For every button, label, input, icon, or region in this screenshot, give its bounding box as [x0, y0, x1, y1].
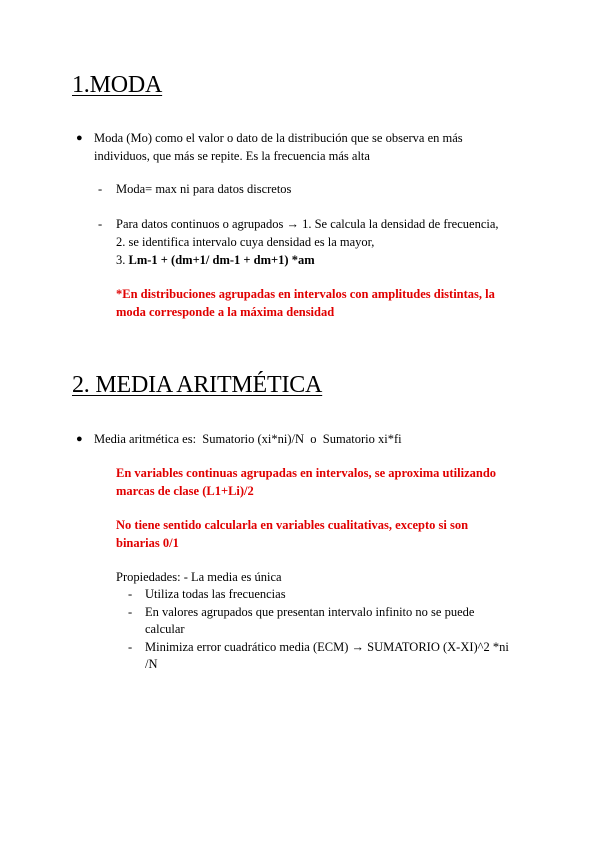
media-note2-line1: No tiene sentido calcularla en variables cualitativas, excepto si son [116, 518, 469, 532]
moda-note-line1: *En distribuciones agrupadas en intervalos con amplitudes distintas, la [116, 287, 495, 301]
bullet-icon: ● [76, 433, 83, 445]
propiedades-label: Propiedades: - La media es única [116, 570, 282, 584]
propiedad-intervalo-line2: calcular [145, 622, 185, 636]
dash-icon: - [128, 587, 133, 601]
dash-icon: - [128, 605, 133, 619]
media-note1-line1: En variables continuas agrupadas en intervalos, se aproxima utilizando [116, 466, 497, 480]
moda-continuos-line3 [116, 252, 315, 269]
moda-continuos-line1: Para datos continuos o agrupados → 1. Se calcula la densidad de frecuencia, [116, 217, 499, 231]
media-note1-line2: marcas de clase (L1+Li)/2 [116, 484, 254, 498]
moda-formula: Lm-1 + (dm+1/ dm-1 + dm+1) *am [128, 253, 315, 267]
dash-icon: - [98, 217, 103, 231]
propiedad-intervalo-line1: En valores agrupados que presentan intervalo infinito no se puede [145, 605, 475, 619]
moda-continuos-line2: 2. se identifica intervalo cuya densidad es la mayor, [116, 235, 375, 249]
moda-discretos: Moda= max ni para datos discretos [116, 182, 292, 196]
heading-moda: 1.MODA [72, 72, 163, 98]
moda-note-line2: moda corresponde a la máxima densidad [116, 305, 335, 319]
dash-icon: - [128, 640, 133, 654]
propiedad-ecm-line2: /N [145, 657, 158, 671]
moda-definition-line2: individuos, que más se repite. Es la frecuencia más alta [94, 149, 370, 163]
propiedad-ecm-line1: Minimiza error cuadrático media (ECM) → SUMATORIO (X-XI)^2 *ni [145, 640, 509, 654]
propiedad-frecuencias: Utiliza todas las frecuencias [145, 587, 286, 601]
media-definition: Media aritmética es: Sumatorio (xi*ni)/N o Sumatorio xi*fi [94, 432, 402, 446]
bullet-icon: ● [76, 132, 83, 144]
heading-media: 2. MEDIA ARITMÉTICA [72, 372, 323, 398]
media-note2-line2: binarias 0/1 [116, 536, 179, 550]
moda-definition-line1: Moda (Mo) como el valor o dato de la distribución que se observa en más [94, 131, 463, 145]
dash-icon: - [98, 182, 103, 196]
step-number: 3. [116, 253, 129, 267]
